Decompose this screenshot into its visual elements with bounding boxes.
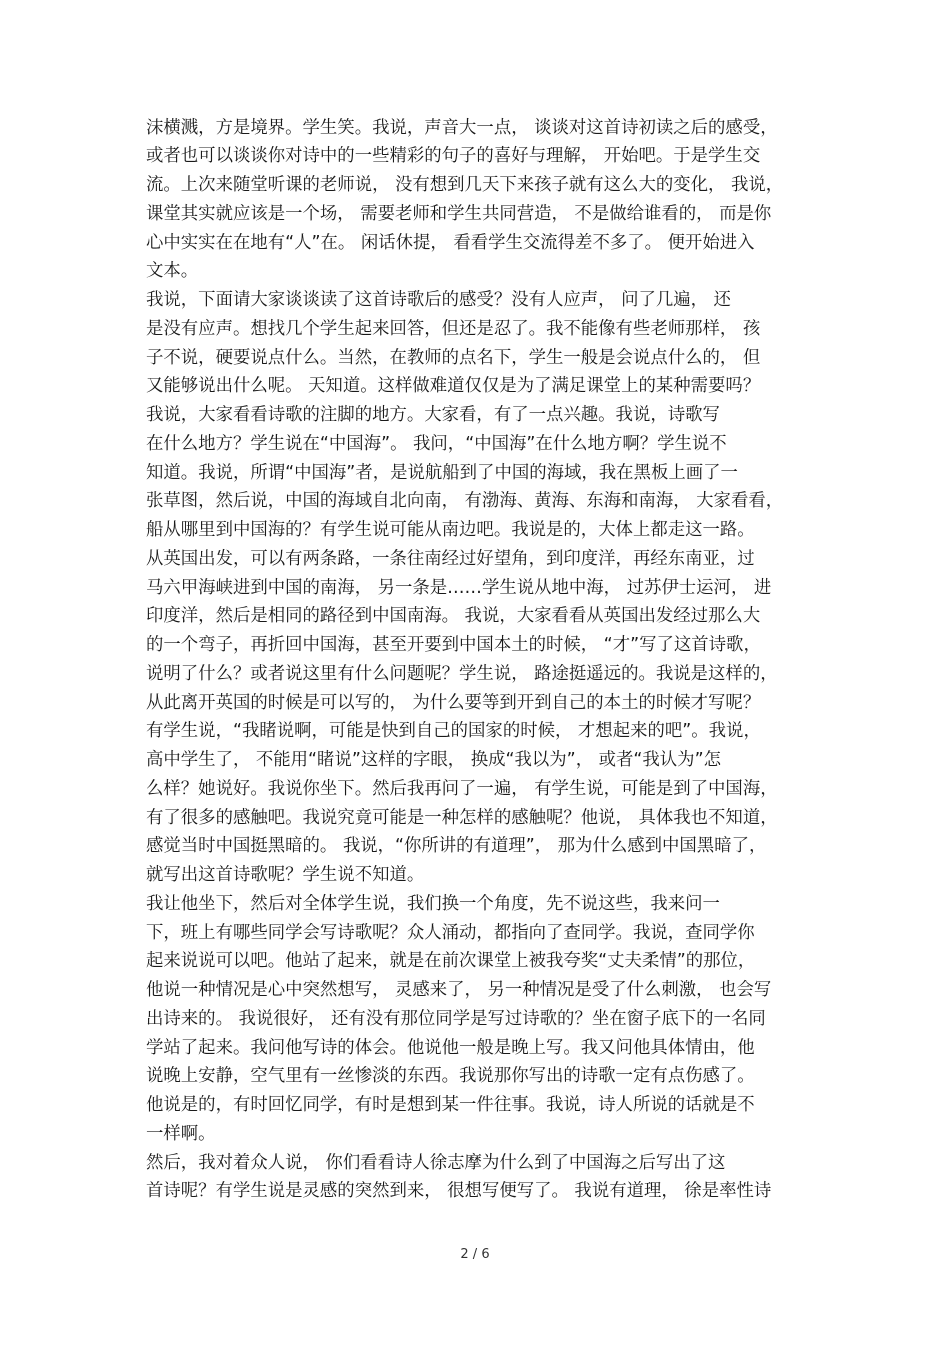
text-line: 起来说说可以吧。他站了起来，就是在前次课堂上被我夸奖“丈夫柔情”的那位， bbox=[146, 951, 756, 971]
text-line: 高中学生了， 不能用“睹说”这样的字眼， 换成“我以为”， 或者“我认为”怎 bbox=[146, 750, 721, 770]
text-line: 下，班上有哪些同学会写诗歌呢？众人涌动，都指向了查同学。我说，查同学你 bbox=[146, 923, 755, 943]
text-line: 他说一种情况是心中突然想写， 灵感来了， 另一种情况是受了什么刺激， 也会写 bbox=[146, 980, 772, 1000]
text-line: 么样？她说好。我说你坐下。然后我再问了一遍， 有学生说，可能是到了中国海， bbox=[146, 779, 778, 799]
text-line: 他说是的，有时回忆同学，有时是想到某一件往事。我说，诗人所说的话就是不 bbox=[146, 1095, 755, 1115]
text-line: 子不说，硬要说点什么。当然，在教师的点名下，学生一般是会说点什么的， 但 bbox=[146, 348, 761, 368]
text-line: 学站了起来。我问他写诗的体会。他说他一般是晚上写。我又问他具体情由，他 bbox=[146, 1038, 755, 1058]
text-line: 我说，下面请大家谈谈读了这首诗歌后的感受？没有人应声， 问了几遍， 还 bbox=[146, 290, 731, 310]
text-line: 印度洋，然后是相同的路径到中国南海。 我说，大家看看从英国出发经过那么大 bbox=[146, 606, 761, 626]
text-line: 有学生说，“我睹说啊，可能是快到自己的国家的时候， 才想起来的吧”。我说， bbox=[146, 721, 761, 741]
text-line: 首诗呢？有学生说是灵感的突然到来， 很想写便写了。 我说有道理， 徐是率性诗 bbox=[146, 1181, 772, 1201]
text-line: 我让他坐下，然后对全体学生说，我们换一个角度，先不说这些，我来问一 bbox=[146, 894, 720, 914]
text-line: 从此离开英国的时候是可以写的， 为什么要等到开到自己的本土的时候才写呢？ bbox=[146, 693, 761, 713]
text-line: 感觉当时中国挺黑暗的。 我说，“你所讲的有道理”， 那为什么感到中国黑暗了， bbox=[146, 836, 767, 856]
text-line: 就写出这首诗歌呢？学生说不知道。 bbox=[146, 865, 425, 885]
text-line: 是没有应声。想找几个学生起来回答，但还是忍了。我不能像有些老师那样， 孩 bbox=[146, 319, 761, 339]
text-line: 从英国出发，可以有两条路，一条往南经过好望角，到印度洋，再经东南亚，过 bbox=[146, 549, 755, 569]
text-line: 说明了什么？或者说这里有什么问题呢？学生说， 路途挺遥远的。我说是这样的， bbox=[146, 664, 778, 684]
text-line: 沫横溅，方是境界。学生笑。我说，声音大一点， 谈谈对这首诗初读之后的感受， bbox=[146, 118, 778, 138]
text-line: 出诗来的。 我说很好， 还有没有那位同学是写过诗歌的？坐在窗子底下的一名同 bbox=[146, 1009, 766, 1029]
text-line: 张草图，然后说，中国的海域自北向南， 有渤海、黄海、东海和南海， 大家看看， bbox=[146, 491, 784, 511]
text-line: 说晚上安静，空气里有一丝惨淡的东西。我说那你写出的诗歌一定有点伤感了。 bbox=[146, 1066, 755, 1086]
text-line: 心中实实在在地有“人”在。 闲话休提， 看看学生交流得差不多了。 便开始进入 bbox=[146, 233, 755, 253]
text-line: 马六甲海峡进到中国的南海， 另一条是……学生说从地中海， 过苏伊士运河， 进 bbox=[146, 578, 772, 598]
text-line: 船从哪里到中国海的？有学生说可能从南边吧。我说是的，大体上都走这一路。 bbox=[146, 520, 755, 540]
text-line: 然后，我对着众人说， 你们看看诗人徐志摩为什么到了中国海之后写出了这 bbox=[146, 1153, 726, 1173]
page-number: 2 / 6 bbox=[460, 1247, 490, 1262]
text-line: 的一个弯子，再折回中国海，甚至开要到中国本土的时候， “才”写了这首诗歌， bbox=[146, 635, 761, 655]
text-line: 流。上次来随堂听课的老师说， 没有想到几天下来孩子就有这么大的变化， 我说， bbox=[146, 175, 784, 195]
text-line: 或者也可以谈谈你对诗中的一些精彩的句子的喜好与理解， 开始吧。于是学生交 bbox=[146, 146, 761, 166]
text-line: 知道。我说，所谓“中国海”者，是说航船到了中国的海域，我在黑板上画了一 bbox=[146, 463, 738, 483]
text-line: 一样啊。 bbox=[146, 1124, 216, 1144]
text-line: 文本。 bbox=[146, 261, 199, 281]
text-line: 有了很多的感触吧。我说究竟可能是一种怎样的感触呢？他说， 具体我也不知道， bbox=[146, 808, 778, 828]
text-line: 我说，大家看看诗歌的注脚的地方。大家看，有了一点兴趣。我说，诗歌写 bbox=[146, 405, 720, 425]
text-line: 在什么地方？学生说在“中国海”。 我问，“中国海”在什么地方啊？学生说不 bbox=[146, 434, 727, 454]
text-line: 课堂其实就应该是一个场， 需要老师和学生共同营造， 不是做给谁看的， 而是你 bbox=[146, 204, 772, 224]
text-line: 又能够说出什么呢。 天知道。这样做难道仅仅是为了满足课堂上的某种需要吗？ bbox=[146, 376, 761, 396]
